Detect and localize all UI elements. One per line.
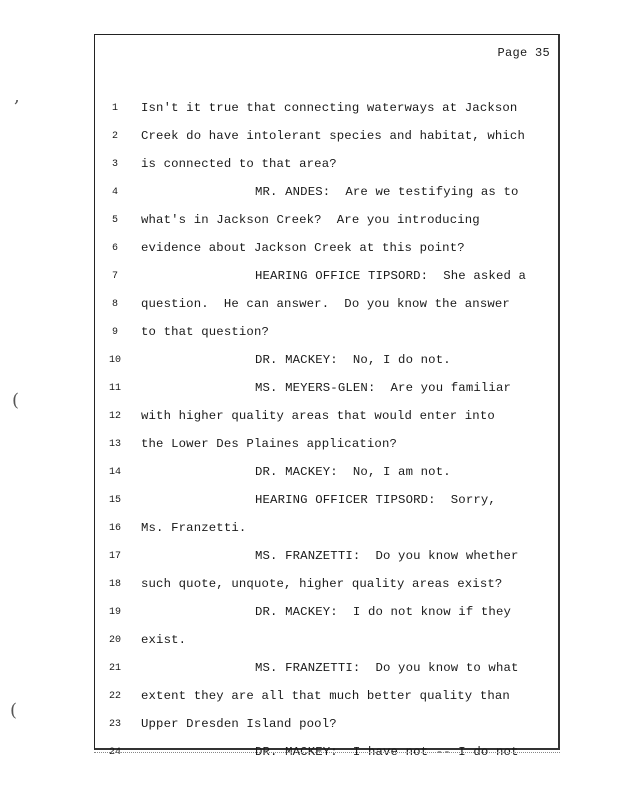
transcript-line [95, 547, 558, 567]
transcript-page [94, 34, 560, 759]
scan-edge-line [94, 752, 560, 755]
scan-margin-mark: , [14, 86, 20, 107]
line-number: 10 [108, 355, 121, 366]
page-number: Page 35 [497, 46, 550, 60]
transcript-line [95, 267, 558, 287]
line-number: 18 [108, 579, 121, 590]
transcript-line [95, 463, 558, 483]
transcript-line [95, 323, 558, 343]
transcript-line [95, 407, 558, 427]
line-text: extent they are all that much better quality than [141, 689, 510, 703]
transcript-line [95, 127, 558, 147]
line-text: HEARING OFFICE TIPSORD: She asked a [255, 269, 527, 283]
line-number: 17 [108, 551, 121, 562]
transcript-line [95, 575, 558, 595]
line-number: 22 [108, 691, 121, 702]
line-text: DR. MACKEY: I have not -- I do not [255, 745, 519, 759]
line-number: 19 [108, 607, 121, 618]
transcript-line [95, 491, 558, 511]
line-text: DR. MACKEY: I do not know if they [255, 605, 511, 619]
transcript-line [95, 631, 558, 651]
line-text: with higher quality areas that would enter into [141, 409, 495, 423]
transcript-line [95, 351, 558, 371]
transcript-line [95, 379, 558, 399]
line-text: evidence about Jackson Creek at this point? [141, 241, 465, 255]
line-text: Ms. Franzetti. [141, 521, 247, 535]
line-text: Isn't it true that connecting waterways at Jackson [141, 101, 518, 115]
line-text: what's in Jackson Creek? Are you introducing [141, 213, 480, 227]
scan-margin-mark: ( [10, 700, 18, 721]
line-text: such quote, unquote, higher quality areas exist? [141, 577, 503, 591]
transcript-line [95, 295, 558, 315]
line-text: HEARING OFFICER TIPSORD: Sorry, [255, 493, 496, 507]
transcript-line [95, 519, 558, 539]
transcript-line [95, 211, 558, 231]
line-number: 15 [108, 495, 121, 506]
line-text: to that question? [141, 325, 269, 339]
transcript-line [95, 183, 558, 203]
transcript-line [95, 239, 558, 259]
line-number: 11 [108, 383, 121, 394]
line-text: MS. FRANZETTI: Do you know to what [255, 661, 519, 675]
line-number: 12 [108, 411, 121, 422]
line-number: 13 [108, 439, 121, 450]
line-text: exist. [141, 633, 187, 647]
line-number: 6 [111, 243, 118, 254]
line-number: 3 [111, 159, 118, 170]
transcript-line [95, 715, 558, 735]
scan-margin-mark: ( [12, 390, 20, 411]
transcript-line [95, 687, 558, 707]
line-number: 14 [108, 467, 121, 478]
transcript-line [95, 659, 558, 679]
line-text: DR. MACKEY: No, I do not. [255, 353, 451, 367]
line-text: DR. MACKEY: No, I am not. [255, 465, 451, 479]
line-number: 9 [111, 327, 118, 338]
line-text: MS. MEYERS-GLEN: Are you familiar [255, 381, 511, 395]
transcript-line [95, 603, 558, 623]
line-number: 7 [111, 271, 118, 282]
line-text: Upper Dresden Island pool? [141, 717, 337, 731]
line-number: 1 [111, 103, 118, 114]
line-number: 2 [111, 131, 118, 142]
line-number: 24 [108, 747, 121, 758]
line-number: 16 [108, 523, 121, 534]
line-text: MS. FRANZETTI: Do you know whether [255, 549, 519, 563]
line-text: the Lower Des Plaines application? [141, 437, 397, 451]
line-text: Creek do have intolerant species and habitat, which [141, 129, 525, 143]
line-text: is connected to that area? [141, 157, 337, 171]
line-number: 23 [108, 719, 121, 730]
transcript-line [95, 155, 558, 175]
line-text: question. He can answer. Do you know the answer [141, 297, 510, 311]
line-number: 21 [108, 663, 121, 674]
line-number: 4 [111, 187, 118, 198]
line-number: 5 [111, 215, 118, 226]
line-number: 8 [111, 299, 118, 310]
line-number: 20 [108, 635, 121, 646]
transcript-line [95, 435, 558, 455]
transcript-line [95, 99, 558, 119]
line-text: MR. ANDES: Are we testifying as to [255, 185, 519, 199]
